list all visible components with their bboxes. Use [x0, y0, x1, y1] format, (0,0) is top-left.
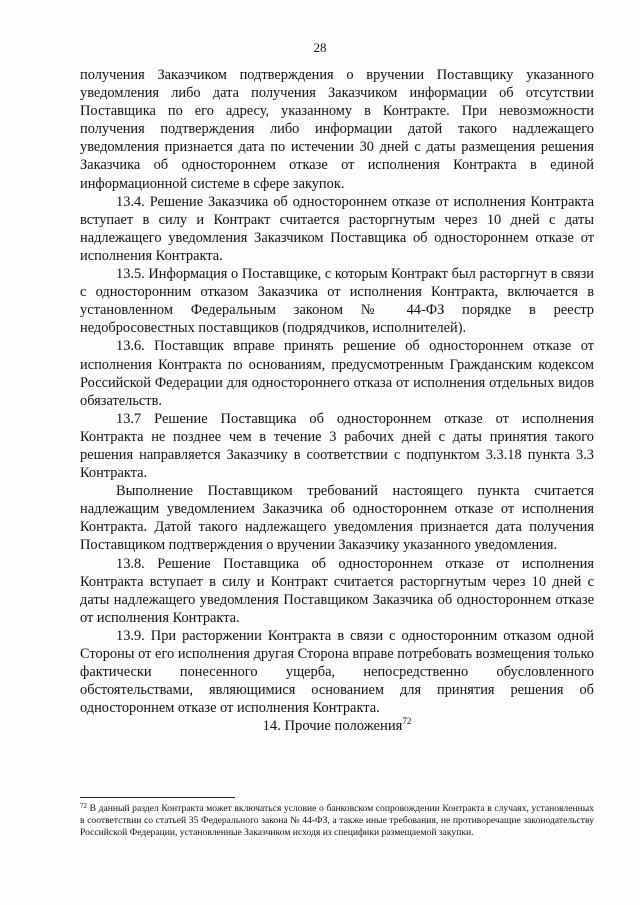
paragraph-13-5: 13.5. Информация о Поставщике, с которым Контракт был расторгнут в связи с односторонним отказом Заказчика от исполнения Контракта, включается в установленном Федеральным законом № 44-ФЗ порядке в реестр недобросовестных поставщиков (подрядчиков, исполнителей). — [80, 266, 594, 337]
footnote — [80, 803, 594, 840]
footnote-reference: 72 — [402, 716, 412, 727]
contract-body — [80, 66, 594, 735]
section-heading-text: 14. Прочие положения — [262, 718, 403, 735]
footnote-divider — [80, 797, 235, 798]
page-number: 28 — [313, 40, 327, 55]
paragraph-13-7-notice: Выполнение Поставщиком требований настоящего пункта считается надлежащим уведомлением Заказчика об одностороннем отказе от исполнения Контракта. Датой такого надлежащего уведомления признается дата получения Поставщиком подтверждения о вручении Заказчику указанного уведомления. — [80, 483, 594, 554]
paragraph-13-8: 13.8. Решение Поставщика об одностороннем отказе от исполнения Контракта вступает в силу и Контракт считается расторгнутым через 10 дней с даты надлежащего уведомления Поставщиком Заказчика об одностороннем отказе от исполнения Контракта. — [80, 555, 594, 626]
paragraph-13-7: 13.7 Решение Поставщика об одностороннем отказе от исполнения Контракта не позднее чем в течение 3 рабочих дней с даты принятия такого решения направляется Заказчику в соответствии с подпунктом 3.3.18 пункта 3.3 Контракта. — [80, 410, 594, 482]
paragraph-13-9: 13.9. При расторжении Контракта в связи с односторонним отказом одной Стороны от его исполнения другая Сторона вправе потребовать возмещения только фактически понесенного ущерба, непосредственно обусловленного обстоятельствами, являющимися основанием для принятия решения об одностороннем отказе от исполнения Контракта. — [80, 627, 594, 717]
paragraph-continuation: получения Заказчиком подтверждения о вручении Поставщику указанного уведомления либо дата получения Заказчиком информации об отсутствии Поставщика по его адресу, указанному в Контракте. При невозможности получения подтверждения либо информации датой такого надлежащего уведомления признается дата по истечении 30 дней с даты размещения решения Заказчика об одностороннем отказе от исполнения Контракта в единой информационной системе в сфере закупок. — [80, 67, 594, 192]
footnote-marker: 72 — [80, 802, 87, 810]
section-heading — [80, 717, 594, 735]
paragraph-13-4: 13.4. Решение Заказчика об одностороннем отказе от исполнения Контракта вступает в силу и Контракт считается расторгнутым через 10 дней с даты надлежащего уведомления Заказчиком Поставщика об одностороннем отказе от исполнения Контракта. — [80, 193, 594, 264]
paragraph-13-6: 13.6. Поставщик вправе принять решение об одностороннем отказе от исполнения Контракта по основаниям, предусмотренным Гражданским кодексом Российской Федерации для одностороннего отказа от исполнения отдельных видов обязательств. — [80, 338, 594, 409]
footnote-text: В данный раздел Контракта может включаться условие о банковском сопровождении Контракта в случаях, установленных в соответствии со статьей 35 Федерального закона № 44-ФЗ, а также иные требования, не противоречащие законодательству Российской Федерации, установленные Заказчиком исходя из специфики размещаемой закупки. — [80, 803, 594, 839]
